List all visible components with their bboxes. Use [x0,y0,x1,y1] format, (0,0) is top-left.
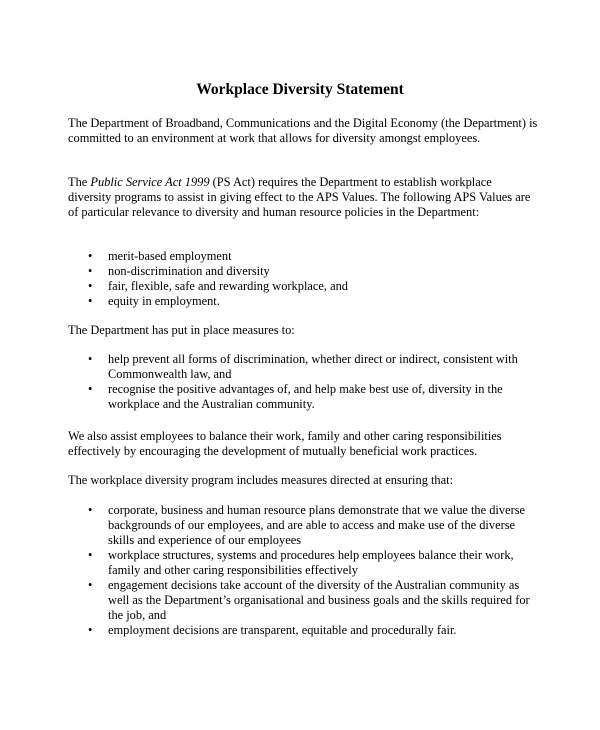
bullet-icon: • [88,249,93,263]
list-item-text: help prevent all forms of discrimination, whether direct or indirect, consistent with Commonwealth law, and [108,352,518,381]
aps-values-list [68,249,538,309]
list-item [68,294,538,309]
list-item-text: employment decisions are transparent, equitable and procedurally fair. [108,623,457,637]
list-item [68,352,538,382]
ps-act-lead: The [68,175,91,189]
list-item-text: corporate, business and human resource plans demonstrate that we value the diverse backgrounds of our employees, and are able to access and make use of the diverse skills and experience of our employees [108,503,526,547]
program-items-list [68,503,538,638]
ps-act-rest: (PS Act) requires the Department to establish workplace diversity programs to assist in giving effect to the APS Values. The following APS Values are of particular relevance to diversity and human resource policies in the Department: [68,175,531,219]
ps-act-paragraph [68,175,538,220]
ps-act-name: Public Service Act 1999 [90,175,210,189]
list-item-text: merit-based employment [108,249,232,263]
list-item [68,279,538,294]
list-item-text: equity in employment. [108,294,220,308]
measures-list [68,352,538,412]
list-item [68,249,538,264]
bullet-icon: • [88,352,93,366]
bullet-icon: • [88,264,93,278]
list-item [68,503,538,548]
assist-paragraph: We also assist employees to balance their work, family and other caring responsibilities effectively by encouraging the development of mutually beneficial work practices. [68,429,502,458]
bullet-icon: • [88,382,93,396]
list-item-text: fair, flexible, safe and rewarding workplace, and [108,279,348,293]
intro-paragraph: The Department of Broadband, Communications and the Digital Economy (the Department) is committed to an environment at work that allows for diversity amongst employees. [68,116,538,145]
bullet-icon: • [88,294,93,308]
list-item-text: non-discrimination and diversity [108,264,270,278]
bullet-icon: • [88,578,93,592]
bullet-icon: • [88,279,93,293]
program-intro-paragraph: The workplace diversity program includes measures directed at ensuring that: [68,473,454,487]
list-item [68,548,538,578]
bullet-icon: • [88,623,93,637]
list-item-text: recognise the positive advantages of, and help make best use of, diversity in the workplace and the Australian community. [108,382,503,411]
list-item [68,264,538,279]
list-item-text: workplace structures, systems and procedures help employees balance their work, family and other caring responsibilities effectively [108,548,514,577]
document-title: Workplace Diversity Statement [196,81,404,98]
bullet-icon: • [88,548,93,562]
list-item [68,578,538,623]
list-item [68,623,538,638]
list-item-text: engagement decisions take account of the diversity of the Australian community as well as the Department’s organisational and business goals and the skills required for the job, and [108,578,530,622]
list-item [68,382,538,412]
measures-intro-paragraph: The Department has put in place measures to: [68,323,295,337]
bullet-icon: • [88,503,93,517]
